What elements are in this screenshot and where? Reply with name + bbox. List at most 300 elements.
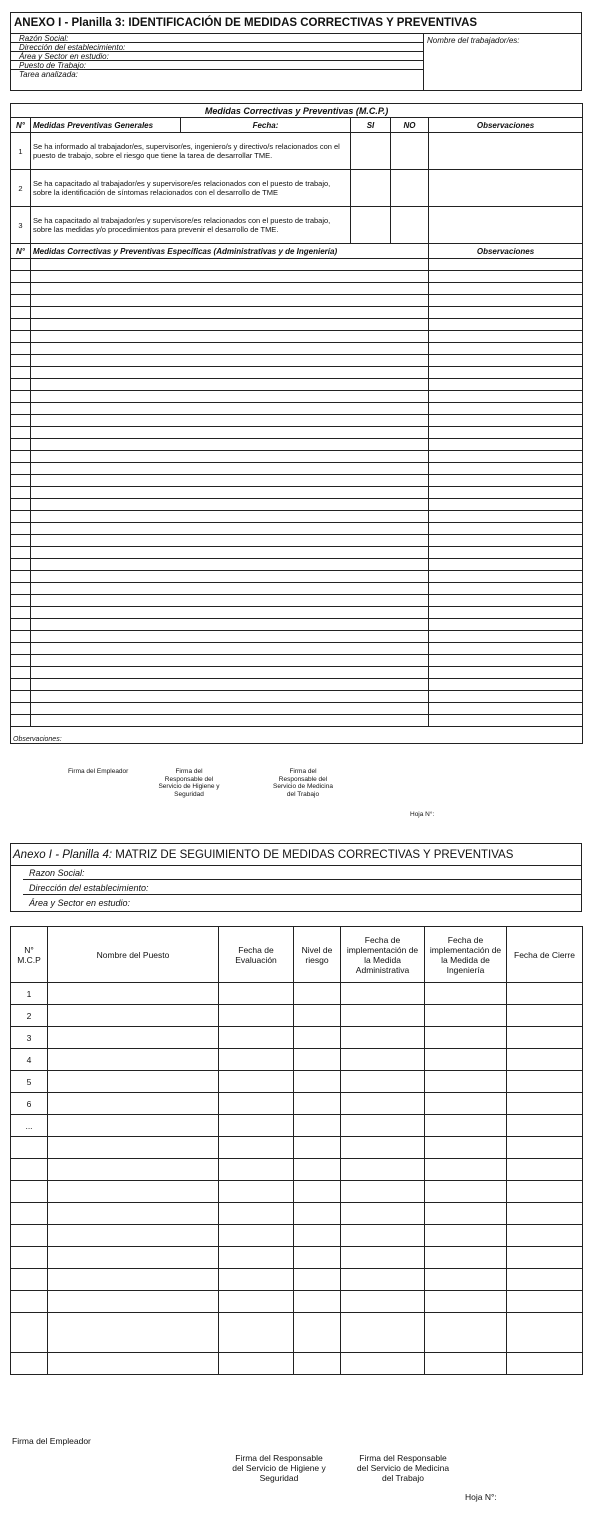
blank-observaciones-cell[interactable]: [429, 319, 583, 331]
tracking-cell[interactable]: [294, 1181, 341, 1203]
tracking-cell[interactable]: [219, 1247, 294, 1269]
tracking-row: [11, 1269, 583, 1291]
blank-number-cell[interactable]: [11, 655, 31, 667]
blank-measure-cell[interactable]: [31, 607, 429, 619]
blank-measure-cell[interactable]: [31, 403, 429, 415]
blank-observaciones-cell[interactable]: [429, 655, 583, 667]
tracking-cell[interactable]: [48, 1247, 219, 1269]
blank-measure-cell[interactable]: [31, 583, 429, 595]
tracking-cell[interactable]: [294, 1049, 341, 1071]
blank-observaciones-cell[interactable]: [429, 679, 583, 691]
blank-measure-cell[interactable]: [31, 463, 429, 475]
blank-row: [11, 487, 583, 499]
blank-number-cell[interactable]: [11, 367, 31, 379]
tracking-cell[interactable]: [219, 1203, 294, 1225]
tracking-cell[interactable]: [294, 1313, 341, 1353]
tracking-cell[interactable]: [425, 1181, 507, 1203]
blank-row: [11, 559, 583, 571]
tracking-cell[interactable]: [48, 1137, 219, 1159]
firma-empleador: Firma del Empleador: [12, 1436, 91, 1446]
question-text: Se ha capacitado al trabajador/es y supervisore/es relacionados con el puesto de trabajo, sobre las medidas y/o procedimientos para prevenir el desarrollo de TME.: [31, 207, 351, 244]
tracking-cell[interactable]: [219, 1071, 294, 1093]
blank-observaciones-cell[interactable]: [429, 463, 583, 475]
blank-row: [11, 691, 583, 703]
blank-measure-cell[interactable]: [31, 259, 429, 271]
blank-measure-cell[interactable]: [31, 415, 429, 427]
blank-row: [11, 379, 583, 391]
blank-row: [11, 427, 583, 439]
blank-measure-cell[interactable]: [31, 547, 429, 559]
blank-row: [11, 631, 583, 643]
blank-number-cell[interactable]: [11, 475, 31, 487]
tracking-cell[interactable]: [48, 983, 219, 1005]
blank-observaciones-cell[interactable]: [429, 379, 583, 391]
no-cell[interactable]: [391, 207, 429, 244]
hoja-numero: Hoja N°:: [410, 811, 435, 818]
tracking-cell[interactable]: [48, 1269, 219, 1291]
tracking-cell[interactable]: [425, 1353, 507, 1375]
tracking-cell[interactable]: [219, 1269, 294, 1291]
col-fecha: Fecha:: [181, 118, 351, 133]
blank-measure-cell[interactable]: [31, 271, 429, 283]
tracking-cell[interactable]: [425, 1027, 507, 1049]
tracking-cell[interactable]: [341, 1071, 425, 1093]
blank-number-cell[interactable]: [11, 607, 31, 619]
blank-measure-cell[interactable]: [31, 343, 429, 355]
tracking-cell[interactable]: [48, 1291, 219, 1313]
blank-row: [11, 499, 583, 511]
tracking-cell[interactable]: [294, 1269, 341, 1291]
blank-row: [11, 607, 583, 619]
blank-row: [11, 403, 583, 415]
observaciones-footer[interactable]: Observaciones:: [11, 727, 583, 744]
area-sector-field[interactable]: Área y Sector en estudio:: [11, 52, 423, 61]
blank-number-cell[interactable]: [11, 355, 31, 367]
tracking-cell[interactable]: [48, 1225, 219, 1247]
blank-observaciones-cell[interactable]: [429, 295, 583, 307]
blank-observaciones-cell[interactable]: [429, 607, 583, 619]
row-number: [11, 1225, 48, 1247]
blank-measure-cell[interactable]: [31, 715, 429, 727]
tracking-cell[interactable]: [507, 1049, 583, 1071]
blank-row: [11, 655, 583, 667]
tracking-cell[interactable]: [294, 1005, 341, 1027]
tracking-cell[interactable]: [425, 1093, 507, 1115]
tracking-cell[interactable]: [294, 1225, 341, 1247]
tracking-cell[interactable]: [48, 1071, 219, 1093]
blank-observaciones-cell[interactable]: [429, 547, 583, 559]
blank-number-cell[interactable]: [11, 595, 31, 607]
row-number: 1: [11, 983, 48, 1005]
blank-row: [11, 319, 583, 331]
tracking-cell[interactable]: [507, 1353, 583, 1375]
blank-number-cell[interactable]: [11, 391, 31, 403]
question-text: Se ha informado al trabajador/es, supervisor/es, ingeniero/s y directivo/s relacionados con el puesto de trabajo, sobre el riesgo que tiene la tarea de desarrollar TME.: [31, 133, 351, 170]
blank-row: [11, 475, 583, 487]
tracking-cell[interactable]: [507, 1137, 583, 1159]
row-number: [11, 1137, 48, 1159]
blank-number-cell[interactable]: [11, 463, 31, 475]
blank-observaciones-cell[interactable]: [429, 283, 583, 295]
tracking-cell[interactable]: [219, 1005, 294, 1027]
blank-observaciones-cell[interactable]: [429, 559, 583, 571]
blank-number-cell[interactable]: [11, 271, 31, 283]
blank-number-cell[interactable]: [11, 631, 31, 643]
blank-observaciones-cell[interactable]: [429, 343, 583, 355]
blank-measure-cell[interactable]: [31, 619, 429, 631]
tracking-cell[interactable]: [341, 1027, 425, 1049]
tracking-cell[interactable]: [48, 1313, 219, 1353]
tracking-cell[interactable]: [341, 1225, 425, 1247]
blank-row: [11, 307, 583, 319]
blank-observaciones-cell[interactable]: [429, 631, 583, 643]
tracking-cell[interactable]: [341, 1159, 425, 1181]
tracking-cell[interactable]: [219, 1093, 294, 1115]
blank-measure-cell[interactable]: [31, 643, 429, 655]
blank-number-cell[interactable]: [11, 691, 31, 703]
tracking-cell[interactable]: [294, 1027, 341, 1049]
blank-number-cell[interactable]: [11, 535, 31, 547]
tracking-cell[interactable]: [341, 1313, 425, 1353]
blank-number-cell[interactable]: [11, 499, 31, 511]
blank-row: [11, 283, 583, 295]
tracking-cell[interactable]: [219, 1159, 294, 1181]
no-cell[interactable]: [391, 133, 429, 170]
blank-row: [11, 643, 583, 655]
tracking-cell[interactable]: [219, 983, 294, 1005]
tracking-cell[interactable]: [341, 1049, 425, 1071]
tracking-cell[interactable]: [341, 983, 425, 1005]
blank-measure-cell[interactable]: [31, 535, 429, 547]
blank-row: [11, 535, 583, 547]
tracking-row: [11, 1115, 583, 1137]
tracking-cell[interactable]: [219, 1291, 294, 1313]
blank-measure-cell[interactable]: [31, 511, 429, 523]
blank-measure-cell[interactable]: [31, 571, 429, 583]
tracking-cell[interactable]: [341, 1247, 425, 1269]
blank-row: [11, 523, 583, 535]
blank-measure-cell[interactable]: [31, 595, 429, 607]
blank-number-cell[interactable]: [11, 679, 31, 691]
blank-observaciones-cell[interactable]: [429, 331, 583, 343]
tracking-cell[interactable]: [341, 1291, 425, 1313]
tracking-cell[interactable]: [507, 983, 583, 1005]
tracking-cell[interactable]: [48, 1093, 219, 1115]
tracking-cell[interactable]: [294, 1353, 341, 1375]
col-medidas-generales: Medidas Preventivas Generales: [31, 118, 181, 133]
blank-measure-cell[interactable]: [31, 283, 429, 295]
blank-number-cell[interactable]: [11, 703, 31, 715]
firma-higiene: Firma del Responsable del Servicio de Higiene y Seguridad: [158, 768, 220, 798]
blank-number-cell[interactable]: [11, 439, 31, 451]
tracking-cell[interactable]: [294, 1071, 341, 1093]
tracking-cell[interactable]: [48, 1203, 219, 1225]
row-number: 2: [11, 1005, 48, 1027]
blank-observaciones-cell[interactable]: [429, 475, 583, 487]
blank-row: [11, 619, 583, 631]
tracking-cell[interactable]: [507, 1225, 583, 1247]
blank-measure-cell[interactable]: [31, 631, 429, 643]
tracking-cell[interactable]: [294, 1093, 341, 1115]
tracking-cell[interactable]: [341, 1137, 425, 1159]
blank-row: [11, 451, 583, 463]
blank-observaciones-cell[interactable]: [429, 703, 583, 715]
tracking-row: [11, 1247, 583, 1269]
observaciones-cell[interactable]: [429, 133, 583, 170]
col-n: N°: [11, 118, 31, 133]
tracking-cell[interactable]: [507, 1203, 583, 1225]
direccion-field[interactable]: Dirección del establecimiento:: [23, 881, 581, 895]
blank-measure-cell[interactable]: [31, 523, 429, 535]
tracking-cell[interactable]: [507, 1269, 583, 1291]
blank-number-cell[interactable]: [11, 415, 31, 427]
blank-observaciones-cell[interactable]: [429, 439, 583, 451]
tracking-cell[interactable]: [425, 1137, 507, 1159]
blank-number-cell[interactable]: [11, 523, 31, 535]
no-cell[interactable]: [391, 170, 429, 207]
tracking-cell[interactable]: [341, 1353, 425, 1375]
blank-measure-cell[interactable]: [31, 655, 429, 667]
tracking-cell[interactable]: [294, 1159, 341, 1181]
blank-number-cell[interactable]: [11, 379, 31, 391]
blank-observaciones-cell[interactable]: [429, 583, 583, 595]
planilla4-table: [10, 926, 583, 1375]
blank-observaciones-cell[interactable]: [429, 499, 583, 511]
blank-observaciones-cell[interactable]: [429, 403, 583, 415]
blank-number-cell[interactable]: [11, 403, 31, 415]
blank-row: [11, 511, 583, 523]
question-number: 1: [11, 133, 31, 170]
tracking-cell[interactable]: [507, 1071, 583, 1093]
blank-measure-cell[interactable]: [31, 439, 429, 451]
blank-observaciones-cell[interactable]: [429, 523, 583, 535]
blank-measure-cell[interactable]: [31, 487, 429, 499]
tracking-cell[interactable]: [507, 1027, 583, 1049]
tracking-cell[interactable]: [425, 1313, 507, 1353]
tracking-row: [11, 1225, 583, 1247]
blank-observaciones-cell[interactable]: [429, 595, 583, 607]
blank-measure-cell[interactable]: [31, 559, 429, 571]
tracking-cell[interactable]: [294, 1203, 341, 1225]
row-number: 6: [11, 1093, 48, 1115]
blank-measure-cell[interactable]: [31, 307, 429, 319]
blank-number-cell[interactable]: [11, 451, 31, 463]
tracking-cell[interactable]: [48, 1181, 219, 1203]
tracking-cell[interactable]: [219, 1137, 294, 1159]
blank-row: [11, 295, 583, 307]
blank-number-cell[interactable]: [11, 307, 31, 319]
firma-medicina: Firma del Responsable del Servicio de Medicina del Trabajo: [356, 1453, 450, 1483]
blank-observaciones-cell[interactable]: [429, 259, 583, 271]
tracking-cell[interactable]: [294, 1247, 341, 1269]
tracking-cell[interactable]: [219, 1181, 294, 1203]
tracking-cell[interactable]: [341, 1269, 425, 1291]
nombre-trabajador-field[interactable]: Nombre del trabajador/es:: [423, 34, 581, 90]
direccion-field[interactable]: Dirección del establecimiento:: [11, 43, 423, 52]
blank-measure-cell[interactable]: [31, 295, 429, 307]
blank-observaciones-cell[interactable]: [429, 535, 583, 547]
blank-measure-cell[interactable]: [31, 379, 429, 391]
tracking-cell[interactable]: [507, 1247, 583, 1269]
blank-number-cell[interactable]: [11, 259, 31, 271]
blank-number-cell[interactable]: [11, 427, 31, 439]
tracking-cell[interactable]: [294, 1115, 341, 1137]
blank-row: [11, 367, 583, 379]
razon-social-field[interactable]: Razón Social:: [11, 34, 423, 43]
tracking-cell[interactable]: [425, 1225, 507, 1247]
tracking-cell[interactable]: [507, 1005, 583, 1027]
blank-number-cell[interactable]: [11, 343, 31, 355]
blank-observaciones-cell[interactable]: [429, 391, 583, 403]
tracking-cell[interactable]: [425, 1269, 507, 1291]
blank-observaciones-cell[interactable]: [429, 667, 583, 679]
blank-measure-cell[interactable]: [31, 667, 429, 679]
blank-measure-cell[interactable]: [31, 355, 429, 367]
tracking-row: [11, 1353, 583, 1375]
blank-number-cell[interactable]: [11, 283, 31, 295]
planilla3-title: ANEXO I - Planilla 3: IDENTIFICACIÓN DE MEDIDAS CORRECTIVAS Y PREVENTIVAS: [11, 13, 581, 34]
blank-number-cell[interactable]: [11, 643, 31, 655]
tracking-cell[interactable]: [425, 1203, 507, 1225]
blank-number-cell[interactable]: [11, 511, 31, 523]
blank-observaciones-cell[interactable]: [429, 451, 583, 463]
blank-observaciones-cell[interactable]: [429, 715, 583, 727]
tracking-cell[interactable]: [425, 1115, 507, 1137]
blank-measure-cell[interactable]: [31, 679, 429, 691]
blank-measure-cell[interactable]: [31, 703, 429, 715]
blank-observaciones-cell[interactable]: [429, 487, 583, 499]
tracking-row: [11, 1093, 583, 1115]
tracking-cell[interactable]: [341, 1093, 425, 1115]
blank-observaciones-cell[interactable]: [429, 355, 583, 367]
tracking-cell[interactable]: [294, 983, 341, 1005]
si-cell[interactable]: [351, 170, 391, 207]
tracking-cell[interactable]: [341, 1181, 425, 1203]
blank-measure-cell[interactable]: [31, 331, 429, 343]
tracking-cell[interactable]: [507, 1313, 583, 1353]
blank-measure-cell[interactable]: [31, 691, 429, 703]
tracking-cell[interactable]: [507, 1115, 583, 1137]
area-sector-field[interactable]: Área y Sector en estudio:: [29, 898, 131, 908]
blank-row: [11, 343, 583, 355]
tracking-row: [11, 1203, 583, 1225]
blank-number-cell[interactable]: [11, 667, 31, 679]
blank-number-cell[interactable]: [11, 559, 31, 571]
tracking-row: [11, 1005, 583, 1027]
si-cell[interactable]: [351, 207, 391, 244]
tracking-cell[interactable]: [219, 1225, 294, 1247]
blank-observaciones-cell[interactable]: [429, 691, 583, 703]
tracking-cell[interactable]: [48, 1027, 219, 1049]
tracking-cell[interactable]: [425, 983, 507, 1005]
tracking-cell[interactable]: [219, 1115, 294, 1137]
blank-number-cell[interactable]: [11, 619, 31, 631]
razon-social-field[interactable]: Razon Social:: [23, 866, 581, 880]
blank-observaciones-cell[interactable]: [429, 427, 583, 439]
blank-row: [11, 667, 583, 679]
tracking-cell[interactable]: [48, 1159, 219, 1181]
blank-row: [11, 415, 583, 427]
tracking-row: [11, 1159, 583, 1181]
tracking-cell[interactable]: [294, 1137, 341, 1159]
observaciones-cell[interactable]: [429, 207, 583, 244]
tracking-cell[interactable]: [425, 1049, 507, 1071]
tracking-cell[interactable]: [507, 1159, 583, 1181]
puesto-trabajo-field[interactable]: Puesto de Trabajo:: [11, 61, 423, 70]
blank-number-cell[interactable]: [11, 295, 31, 307]
tracking-cell[interactable]: [341, 1203, 425, 1225]
blank-observaciones-cell[interactable]: [429, 643, 583, 655]
blank-observaciones-cell[interactable]: [429, 307, 583, 319]
observaciones-cell[interactable]: [429, 170, 583, 207]
tracking-row: [11, 1027, 583, 1049]
planilla4-header: [10, 843, 582, 912]
mcp-title: Medidas Correctivas y Preventivas (M.C.P.): [11, 104, 583, 118]
blank-number-cell[interactable]: [11, 331, 31, 343]
blank-observaciones-cell[interactable]: [429, 571, 583, 583]
row-number: [11, 1313, 48, 1353]
blank-rows: [11, 259, 583, 727]
tracking-cell[interactable]: [507, 1291, 583, 1313]
tracking-cell[interactable]: [219, 1027, 294, 1049]
tracking-cell[interactable]: [507, 1181, 583, 1203]
blank-observaciones-cell[interactable]: [429, 511, 583, 523]
tracking-cell[interactable]: [219, 1353, 294, 1375]
si-cell[interactable]: [351, 133, 391, 170]
blank-number-cell[interactable]: [11, 487, 31, 499]
blank-measure-cell[interactable]: [31, 427, 429, 439]
blank-number-cell[interactable]: [11, 571, 31, 583]
tracking-cell[interactable]: [425, 1159, 507, 1181]
tracking-cell[interactable]: [219, 1313, 294, 1353]
tracking-row: [11, 1313, 583, 1353]
col-fecha-medida-ingenieria: Fecha de implementación de la Medida de Ingeniería: [425, 927, 507, 983]
blank-measure-cell[interactable]: [31, 367, 429, 379]
blank-number-cell[interactable]: [11, 715, 31, 727]
tracking-cell[interactable]: [48, 1115, 219, 1137]
blank-row: [11, 547, 583, 559]
tarea-analizada-field[interactable]: Tarea analizada:: [19, 70, 78, 79]
blank-number-cell[interactable]: [11, 319, 31, 331]
blank-measure-cell[interactable]: [31, 475, 429, 487]
tracking-cell[interactable]: [425, 1071, 507, 1093]
tracking-cell[interactable]: [219, 1049, 294, 1071]
tracking-row: [11, 1137, 583, 1159]
row-number: [11, 1181, 48, 1203]
tracking-cell[interactable]: [341, 1115, 425, 1137]
tracking-cell[interactable]: [48, 1353, 219, 1375]
tracking-cell[interactable]: [48, 1005, 219, 1027]
blank-measure-cell[interactable]: [31, 319, 429, 331]
blank-measure-cell[interactable]: [31, 499, 429, 511]
tracking-cell[interactable]: [425, 1005, 507, 1027]
tracking-cell[interactable]: [294, 1291, 341, 1313]
blank-measure-cell[interactable]: [31, 391, 429, 403]
blank-number-cell[interactable]: [11, 547, 31, 559]
tracking-cell[interactable]: [507, 1093, 583, 1115]
firma-higiene: Firma del Responsable del Servicio de Higiene y Seguridad: [232, 1453, 326, 1483]
tracking-cell[interactable]: [425, 1291, 507, 1313]
tracking-cell[interactable]: [425, 1247, 507, 1269]
blank-measure-cell[interactable]: [31, 451, 429, 463]
tracking-cell[interactable]: [48, 1049, 219, 1071]
blank-number-cell[interactable]: [11, 583, 31, 595]
blank-observaciones-cell[interactable]: [429, 619, 583, 631]
blank-observaciones-cell[interactable]: [429, 367, 583, 379]
blank-observaciones-cell[interactable]: [429, 415, 583, 427]
tracking-cell[interactable]: [341, 1005, 425, 1027]
blank-observaciones-cell[interactable]: [429, 271, 583, 283]
